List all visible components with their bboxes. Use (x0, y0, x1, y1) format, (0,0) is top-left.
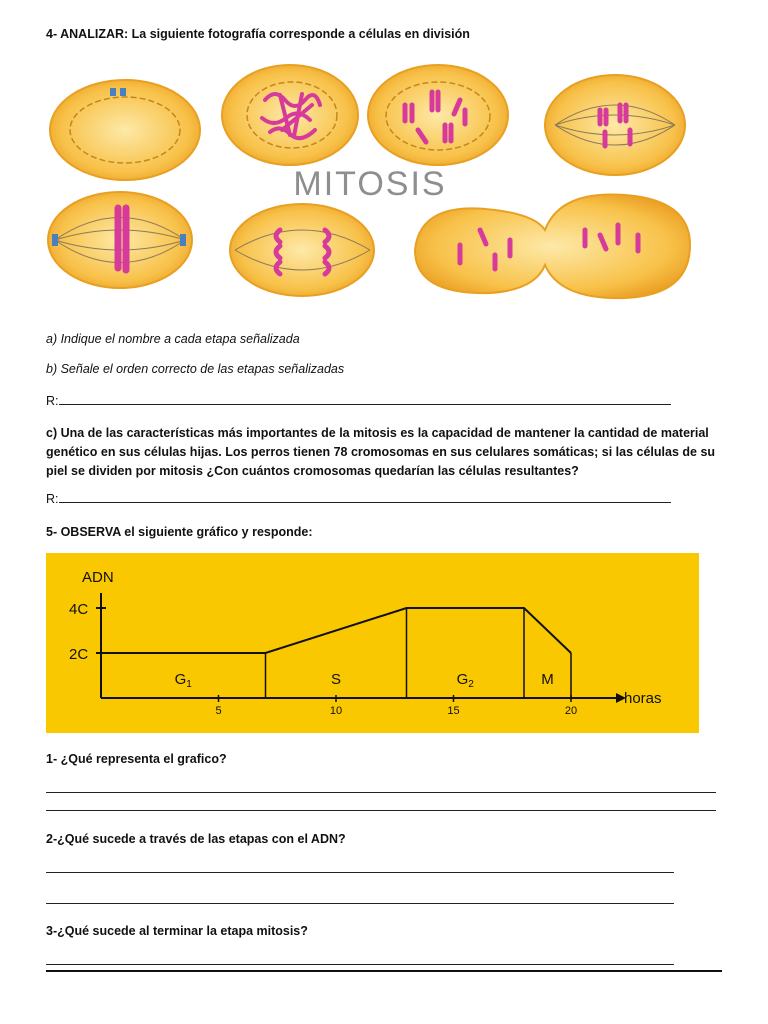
x-tick-label: 20 (564, 705, 578, 717)
answer-label: R: (46, 492, 59, 506)
answer-line[interactable] (46, 792, 716, 793)
phase-label-g1: $G_1$ (174, 671, 192, 690)
q5-heading: 5- OBSERVA el siguiente gráfico y responde: (46, 525, 313, 539)
phase-label-s: S (330, 671, 342, 688)
q4-heading: 4- ANALIZAR: La siguiente fotografía corresponde a células en división (46, 27, 470, 41)
y-tick-label: 2C (69, 646, 89, 663)
q4-b-text: b) Señale el orden correcto de las etapas señalizadas (46, 362, 345, 376)
dna-series-line (101, 608, 571, 653)
q5-2-text: 2-¿Qué sucede a través de las etapas con el ADN? (46, 832, 346, 846)
cell-prophase (222, 65, 358, 165)
phase-label-m: M (541, 671, 554, 688)
chart-svg (46, 553, 699, 733)
q4-a-text: a) Indique el nombre a cada etapa señalizada (46, 332, 300, 346)
cell-metaphase-top (545, 75, 685, 175)
y-tick-label: 4C (69, 601, 89, 618)
x-tick-label: 10 (329, 705, 343, 717)
q4-b-answer[interactable] (46, 393, 671, 408)
answer-line[interactable] (59, 393, 671, 405)
q5-3-text: 3-¿Qué sucede al terminar la etapa mitosis? (46, 924, 308, 938)
cell-interphase (50, 80, 200, 180)
answer-label: R: (46, 394, 59, 408)
q4-c-answer[interactable] (46, 491, 671, 506)
q5-1-text: 1- ¿Qué representa el grafico? (46, 752, 227, 766)
cell-anaphase (230, 204, 374, 296)
answer-line[interactable] (46, 810, 716, 811)
figure-title: MITOSIS (293, 165, 447, 203)
x-axis-label: horas (624, 690, 662, 707)
cell-metaphase (48, 192, 192, 288)
answer-line[interactable] (59, 491, 671, 503)
cell-cycle-chart (46, 553, 699, 733)
answer-line[interactable] (46, 872, 674, 873)
x-tick-label: 5 (215, 705, 222, 717)
x-tick-label: 15 (447, 705, 460, 717)
q4-c-text: c) Una de las características más importantes de la mitosis es la capacidad de mantener la cantidad de material genético en sus células hijas. Los perros tienen 78 cromosomas en sus celulares somáticas; si las células de su piel se dividen por mitosis ¿Con cuántos cromosomas quedarían las células resultantes? (46, 426, 716, 478)
phase-label-g2: $G_2$ (456, 671, 474, 690)
cell-telophase (415, 194, 690, 298)
answer-line[interactable] (46, 903, 674, 904)
y-axis-label: ADN (82, 569, 114, 586)
mitosis-figure (40, 50, 700, 310)
cell-prometaphase (368, 65, 508, 165)
bottom-rule (46, 970, 722, 972)
answer-line[interactable] (46, 964, 674, 965)
